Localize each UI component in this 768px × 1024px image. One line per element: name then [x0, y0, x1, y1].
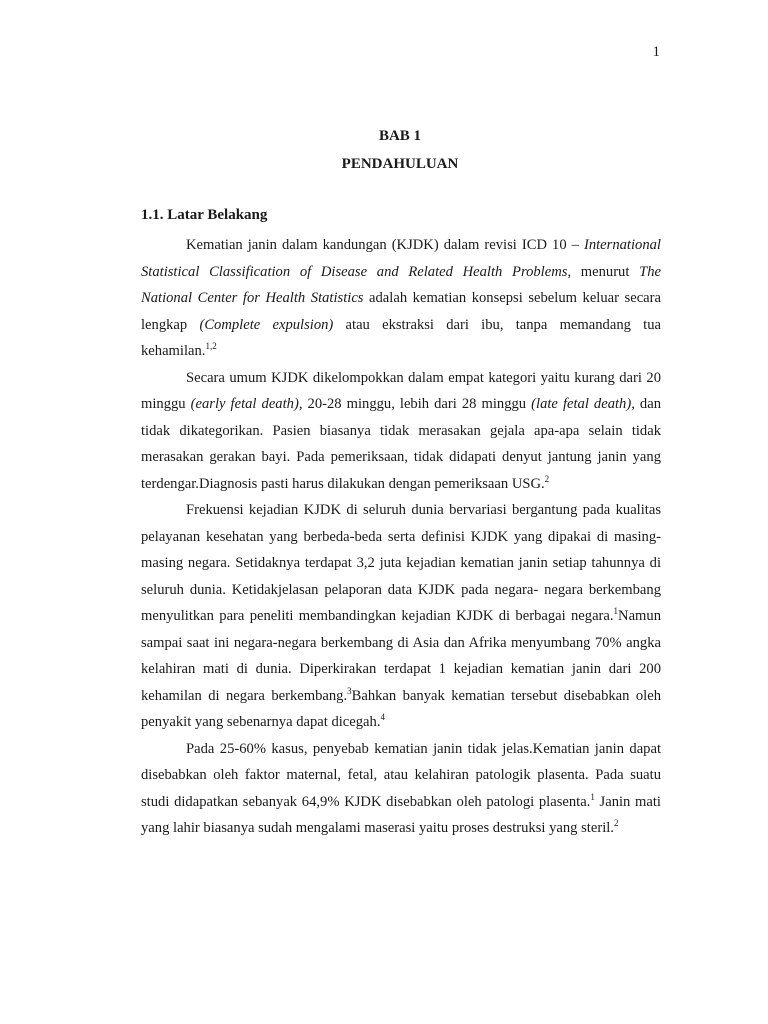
citation-reference: 2: [544, 473, 550, 484]
paragraph: [141, 497, 661, 736]
text-run: Pada 25-60% kasus, penyebab kematian janin tidak jelas.Kematian janin dapat disebabkan oleh faktor maternal, fetal, atau kelahiran patologik plasenta. Pada suatu studi didapatkan sebanyak 64,9% KJDK disebabkan oleh patologi plasenta.: [141, 740, 661, 810]
section-heading: 1.1. Latar Belakang: [141, 207, 268, 223]
text-run: adalah kematian konsepsi sebelum keluar secara lengkap: [141, 290, 661, 333]
text-run: Kematian janin dalam kandungan (KJDK) dalam revisi ICD 10 –: [186, 237, 584, 253]
paragraph: [141, 232, 661, 365]
citation-reference: 2: [613, 818, 619, 828]
paragraph: [141, 365, 661, 498]
text-run: Bahkan banyak kematian tersebut disebabkan oleh penyakit yang sebenarnya dapat dicegah.: [141, 687, 661, 730]
text-run: Frekuensi kejadian KJDK di seluruh dunia bervariasi bergantung pada kualitas pelayanan kesehatan yang berbeda-beda serta definisi KJDK yang dipakai di masing-masing negara. Setidaknya terdapat 3,2 juta kejadian kematian janin setiap tahunnya di seluruh dunia. Ketidakjelasan pelaporan data KJDK pada negara- negara berkembang menyulitkan para peneliti membandingkan kejadian KJDK di berbagai negara.: [141, 502, 661, 624]
text-run: Janin mati yang lahir biasanya sudah mengalami maserasi yaitu proses destruksi yang steril.: [141, 793, 661, 836]
text-run: Secara umum KJDK dikelompokkan dalam empat kategori yaitu kurang dari 20 minggu: [141, 369, 661, 412]
chapter-title: PENDAHULUAN: [341, 156, 459, 172]
italic-term: The National Center for Health Statistics: [141, 263, 661, 306]
italic-term: (Complete expulsion): [199, 316, 334, 333]
paragraph: [141, 736, 661, 842]
text-run: 20-28 minggu, lebih dari 28 minggu: [302, 396, 532, 412]
citation-reference: 3: [347, 685, 352, 696]
text-run: atau ekstraksi dari ibu, tanpa memandang tua kehamilan.: [141, 316, 661, 359]
italic-term: (late fetal death),: [531, 396, 635, 412]
citation-reference: 4: [380, 712, 385, 722]
page-number: 1: [652, 44, 660, 60]
body-text: [141, 232, 661, 842]
citation-reference: 1,2: [205, 341, 217, 351]
chapter-label: BAB 1: [378, 128, 422, 144]
text-run: Namun sampai saat ini negara-negara berkembang di Asia dan Afrika menyumbang 70% angka kelahiran mati di dunia. Diperkirakan terdapat 1 kejadian kematian janin dari 200 kehamilan di negara berkembang.: [141, 608, 661, 704]
citation-reference: 1: [590, 791, 595, 802]
text-run: dan tidak dikategorikan. Pasien biasanya tidak merasakan gejala apa-apa selain tidak merasakan gerakan bayi. Pada pemeriksaan, tidak didapati denyut jantung janin yang terdengar.Diagnosis pasti harus dilakukan dengan pemeriksaan USG.: [141, 396, 661, 492]
text-run: , menurut: [567, 263, 640, 280]
citation-reference: 1: [613, 606, 619, 616]
italic-term: (early fetal death),: [190, 396, 303, 412]
italic-term: International Statistical Classification of Disease and Related Health Problems: [141, 237, 661, 280]
